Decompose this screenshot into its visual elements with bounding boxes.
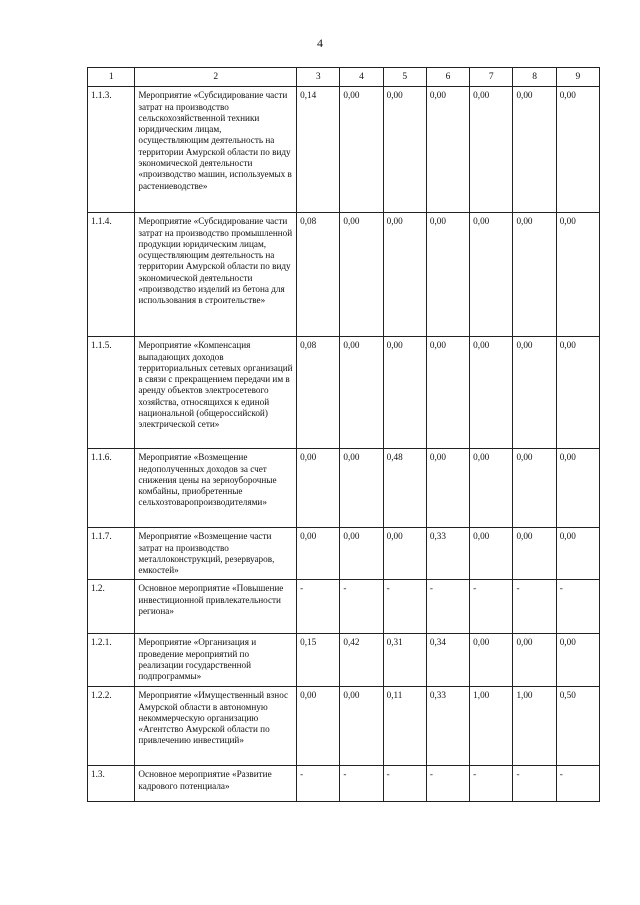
row-name: Основное мероприятие «Повышение инвестиционной привлекательности региона» bbox=[135, 580, 297, 634]
table-row bbox=[88, 337, 600, 449]
header-cell: 7 bbox=[470, 68, 513, 87]
header-cell: 6 bbox=[426, 68, 469, 87]
row-code: 1.2.1. bbox=[88, 634, 135, 687]
value-cell: 1,00 bbox=[470, 687, 513, 766]
value-cell: 1,00 bbox=[513, 687, 556, 766]
value-cell: 0,00 bbox=[470, 634, 513, 687]
row-code: 1.2. bbox=[88, 580, 135, 634]
value-cell: 0,31 bbox=[383, 634, 426, 687]
value-cell: 0,00 bbox=[297, 687, 340, 766]
value-cell: 0,00 bbox=[556, 87, 599, 213]
row-name: Основное мероприятие «Развитие кадрового потенциала» bbox=[135, 766, 297, 802]
value-cell: - bbox=[556, 766, 599, 802]
indicators-table bbox=[87, 67, 600, 802]
value-cell: - bbox=[297, 580, 340, 634]
value-cell: 0,00 bbox=[556, 634, 599, 687]
row-code: 1.1.5. bbox=[88, 337, 135, 449]
value-cell: 0,00 bbox=[470, 449, 513, 528]
value-cell: 0,00 bbox=[340, 687, 383, 766]
table-header-row bbox=[88, 68, 600, 87]
value-cell: 0,00 bbox=[383, 337, 426, 449]
value-cell: 0,00 bbox=[470, 528, 513, 580]
value-cell: 0,00 bbox=[513, 87, 556, 213]
header-cell: 3 bbox=[297, 68, 340, 87]
value-cell: 0,00 bbox=[340, 337, 383, 449]
value-cell: 0,00 bbox=[426, 213, 469, 337]
value-cell: 0,08 bbox=[297, 337, 340, 449]
value-cell: 0,00 bbox=[513, 213, 556, 337]
value-cell: 0,00 bbox=[470, 87, 513, 213]
value-cell: - bbox=[340, 580, 383, 634]
table-row bbox=[88, 528, 600, 580]
value-cell: 0,00 bbox=[556, 449, 599, 528]
row-code: 1.1.4. bbox=[88, 213, 135, 337]
value-cell: - bbox=[383, 580, 426, 634]
value-cell: 0,00 bbox=[556, 528, 599, 580]
value-cell: - bbox=[513, 766, 556, 802]
header-cell: 8 bbox=[513, 68, 556, 87]
value-cell: 0,00 bbox=[340, 87, 383, 213]
value-cell: 0,33 bbox=[426, 687, 469, 766]
value-cell: 0,08 bbox=[297, 213, 340, 337]
value-cell: - bbox=[297, 766, 340, 802]
row-name: Мероприятие «Имущественный взнос Амурской области в автономную некоммерческую организацию «Агентство Амурской области по привлечению инвестиций» bbox=[135, 687, 297, 766]
header-cell: 5 bbox=[383, 68, 426, 87]
row-code: 1.2.2. bbox=[88, 687, 135, 766]
row-name: Мероприятие «Субсидирование части затрат на производство промышленной продукции юридическим лицам, осуществляющим деятельность на территории Амурской области по виду экономической деятельности «производство изделий из бетона для использования в строительстве» bbox=[135, 213, 297, 337]
value-cell: 0,00 bbox=[513, 528, 556, 580]
row-code: 1.1.7. bbox=[88, 528, 135, 580]
header-cell: 9 bbox=[556, 68, 599, 87]
value-cell: 0,00 bbox=[426, 337, 469, 449]
row-code: 1.1.6. bbox=[88, 449, 135, 528]
row-name: Мероприятие «Компенсация выпадающих доходов территориальных сетевых организаций в связи с прекращением передачи им в аренду объектов электросетевого хозяйства, относящихся к единой национальной (общероссийской) электрической сети» bbox=[135, 337, 297, 449]
value-cell: 0,00 bbox=[513, 337, 556, 449]
table-row bbox=[88, 766, 600, 802]
value-cell: 0,00 bbox=[297, 528, 340, 580]
value-cell: 0,48 bbox=[383, 449, 426, 528]
row-name: Мероприятие «Организация и проведение мероприятий по реализации государственной подпрограммы» bbox=[135, 634, 297, 687]
value-cell: 0,00 bbox=[470, 337, 513, 449]
value-cell: - bbox=[426, 766, 469, 802]
value-cell: 0,00 bbox=[340, 449, 383, 528]
value-cell: 0,11 bbox=[383, 687, 426, 766]
value-cell: 0,42 bbox=[340, 634, 383, 687]
header-cell: 1 bbox=[88, 68, 135, 87]
value-cell: 0,00 bbox=[513, 634, 556, 687]
value-cell: 0,33 bbox=[426, 528, 469, 580]
value-cell: 0,00 bbox=[470, 213, 513, 337]
row-name: Мероприятие «Возмещение части затрат на производство металлоконструкций, резервуаров, емкостей» bbox=[135, 528, 297, 580]
value-cell: 0,15 bbox=[297, 634, 340, 687]
value-cell: - bbox=[383, 766, 426, 802]
value-cell: 0,00 bbox=[426, 87, 469, 213]
page-number: 4 bbox=[317, 36, 323, 50]
row-code: 1.1.3. bbox=[88, 87, 135, 213]
table-row bbox=[88, 87, 600, 213]
value-cell: - bbox=[426, 580, 469, 634]
header-cell: 4 bbox=[340, 68, 383, 87]
table-row bbox=[88, 213, 600, 337]
value-cell: 0,00 bbox=[383, 528, 426, 580]
value-cell: 0,00 bbox=[426, 449, 469, 528]
value-cell: 0,14 bbox=[297, 87, 340, 213]
row-code: 1.3. bbox=[88, 766, 135, 802]
header-cell: 2 bbox=[135, 68, 297, 87]
value-cell: 0,00 bbox=[513, 449, 556, 528]
value-cell: - bbox=[470, 580, 513, 634]
value-cell: 0,00 bbox=[297, 449, 340, 528]
value-cell: 0,00 bbox=[340, 528, 383, 580]
row-name: Мероприятие «Субсидирование части затрат на производство сельскохозяйственной техники юридическим лицам, осуществляющим деятельность на территории Амурской области по виду экономической деятельности «производство машин, используемых в растениеводстве» bbox=[135, 87, 297, 213]
table-row bbox=[88, 634, 600, 687]
value-cell: 0,34 bbox=[426, 634, 469, 687]
value-cell: - bbox=[470, 766, 513, 802]
value-cell: - bbox=[513, 580, 556, 634]
value-cell: 0,00 bbox=[383, 87, 426, 213]
table-row bbox=[88, 449, 600, 528]
value-cell: 0,00 bbox=[556, 213, 599, 337]
value-cell: 0,00 bbox=[383, 213, 426, 337]
value-cell: 0,00 bbox=[340, 213, 383, 337]
row-name: Мероприятие «Возмещение недополученных доходов за счет снижения цены на зерноуборочные комбайны, приобретенные сельхозтоваропроизводителями» bbox=[135, 449, 297, 528]
table-row bbox=[88, 580, 600, 634]
value-cell: - bbox=[340, 766, 383, 802]
table-row bbox=[88, 687, 600, 766]
value-cell: - bbox=[556, 580, 599, 634]
value-cell: 0,50 bbox=[556, 687, 599, 766]
value-cell: 0,00 bbox=[556, 337, 599, 449]
